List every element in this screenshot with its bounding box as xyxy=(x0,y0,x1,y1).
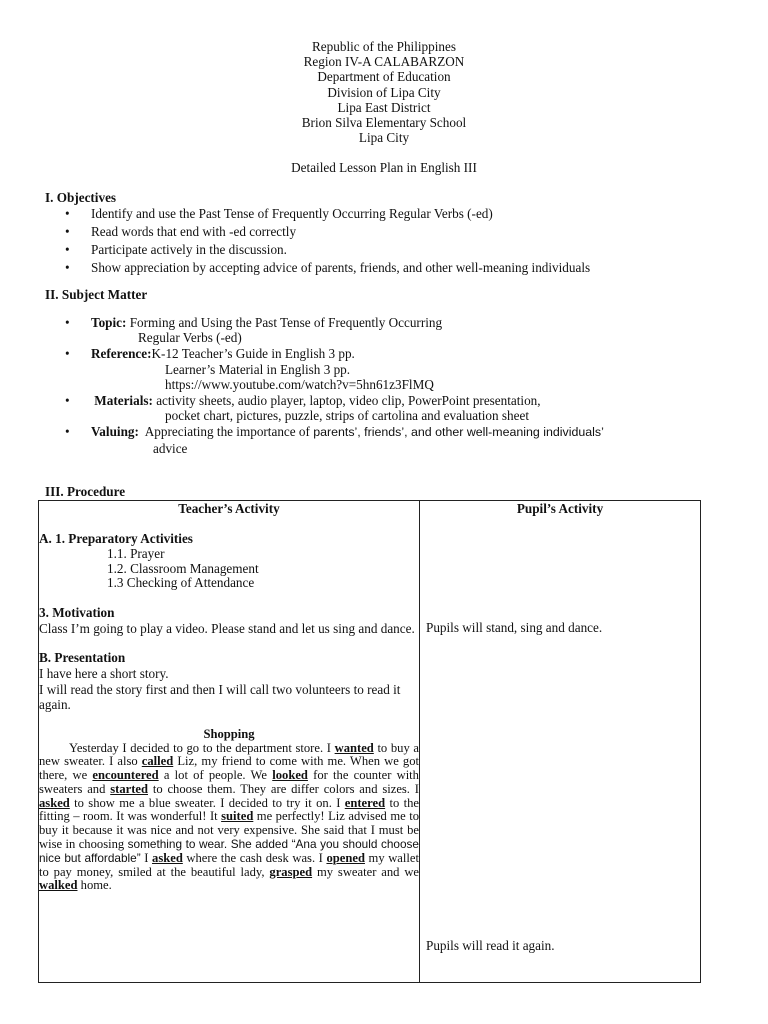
story-segment: my wallet to pay money, smiled at the beautiful lady, xyxy=(39,850,419,879)
objective-item: • Participate actively in the discussion. xyxy=(65,241,590,259)
preparatory-item: 1.1. Prayer xyxy=(107,546,165,561)
past-tense-verb: wanted xyxy=(334,740,374,755)
story-segment: Liz, my friend to come with me. When we got there, we xyxy=(39,754,419,783)
pupil-activity-header: Pupil’s Activity xyxy=(516,501,604,516)
pupil-activity-column xyxy=(420,501,701,983)
header-line: Brion Silva Elementary School xyxy=(301,114,467,130)
topic-item xyxy=(65,315,604,345)
story-segment: to the fitting – room. It was wonderful! It xyxy=(39,795,419,824)
valuing-text-sans: parents’, friends’, and other well-meaning individuals’ xyxy=(313,425,604,440)
topic-text: Forming and Using the Past Tense of Frequently Occurring xyxy=(129,315,443,330)
motivation-heading: 3. Motivation xyxy=(39,604,115,620)
story-segment: to choose them. They are differ colors and sizes. I xyxy=(148,781,419,796)
past-tense-verb: walked xyxy=(39,878,78,893)
preparatory-item: 1.3 Checking of Attendance xyxy=(107,575,255,590)
materials-text-cont: pocket chart, pictures, puzzle, strips of cartolina and evaluation sheet xyxy=(165,408,529,424)
past-tense-verb: opened xyxy=(326,850,365,865)
past-tense-verb: encountered xyxy=(92,768,159,783)
topic-label: Topic: xyxy=(91,315,127,330)
objective-item: • Show appreciation by accepting advice of parents, friends, and other well-meaning individuals xyxy=(65,259,590,277)
story-title: Shopping xyxy=(203,726,255,741)
past-tense-verb: suited xyxy=(221,809,254,824)
story-segment: a lot of people. We xyxy=(158,768,273,783)
story-segment: where the cash desk was. I xyxy=(182,850,327,865)
materials-label: Materials: xyxy=(94,393,153,409)
reference-url: https://www.youtube.com/watch?v=5hn61z3FlMQ xyxy=(165,376,434,392)
header-line: Lipa East District xyxy=(337,99,431,115)
reference-text-cont: Learner’s Material in English 3 pp. xyxy=(165,361,351,377)
valuing-label: Valuing: xyxy=(91,424,139,440)
story-segment: home. xyxy=(77,878,112,893)
preparatory-heading: A. 1. Preparatory Activities xyxy=(39,531,193,546)
presentation-text-1: I have here a short story. xyxy=(39,666,169,681)
presentation-heading: B. Presentation xyxy=(39,650,126,665)
story-segment: I xyxy=(140,850,153,865)
story-segment: to show me a blue sweater. I decided to try it on. I xyxy=(69,795,345,810)
objectives-list xyxy=(65,205,590,277)
story-segment: me perfectly! Liz advised me to buy it because it was nice and not very expensive. She said that I must be wise in choosing xyxy=(39,809,419,852)
procedure-table xyxy=(38,500,701,983)
header-line: Department of Education xyxy=(317,69,451,85)
story-text xyxy=(39,742,419,894)
header-line: Region IV-A CALABARZON xyxy=(303,54,465,70)
valuing-text-cont: advice xyxy=(153,440,188,456)
valuing-item xyxy=(65,424,604,455)
story-segment: my sweater and we xyxy=(312,864,420,879)
materials-text: activity sheets, audio player, laptop, video clip, PowerPoint presentation, xyxy=(156,393,541,409)
header-line: Division of Lipa City xyxy=(327,84,441,100)
reference-text: K-12 Teacher’s Guide in English 3 pp. xyxy=(151,346,355,362)
topic-text-cont: Regular Verbs (-ed) xyxy=(138,330,242,346)
subject-matter-heading: II. Subject Matter xyxy=(45,287,148,302)
materials-item xyxy=(65,393,604,423)
story-segment: for the counter with sweaters and xyxy=(39,768,419,796)
past-tense-verb: looked xyxy=(272,768,308,783)
header-line: Republic of the Philippines xyxy=(312,39,456,54)
reference-label: Reference: xyxy=(91,346,152,362)
story-segment: Yesterday I decided to go to the department store. I xyxy=(69,740,335,755)
school-header xyxy=(0,39,768,145)
objective-item: • Read words that end with -ed correctly xyxy=(65,223,590,241)
procedure-heading: III. Procedure xyxy=(45,484,126,499)
past-tense-verb: called xyxy=(141,754,174,769)
document-title: Detailed Lesson Plan in English III xyxy=(291,160,477,175)
teacher-activity-column xyxy=(39,501,420,983)
story-segment: to buy a new sweater. I also xyxy=(39,740,419,769)
past-tense-verb: started xyxy=(110,781,148,796)
motivation-text: Class I’m going to play a video. Please stand and let us sing and dance. xyxy=(39,620,415,636)
past-tense-verb: asked xyxy=(152,850,183,865)
reference-item xyxy=(65,346,604,392)
preparatory-list xyxy=(39,547,419,591)
pupil-response-2: Pupils will read it again. xyxy=(426,938,555,953)
header-line: Lipa City xyxy=(358,130,410,146)
past-tense-verb: grasped xyxy=(269,864,313,879)
preparatory-item: 1.2. Classroom Management xyxy=(107,560,259,576)
valuing-text: Appreciating the importance of xyxy=(144,424,314,440)
presentation-text-2: I will read the story first and then I will call two volunteers to read it again. xyxy=(39,681,401,712)
past-tense-verb: asked xyxy=(39,795,70,810)
story-segment: something to wear xyxy=(127,837,224,852)
story-segment: . She added “Ana you should choose nice but affordable” xyxy=(39,837,419,865)
objectives-heading: I. Objectives xyxy=(45,190,117,205)
pupil-response-1: Pupils will stand, sing and dance. xyxy=(426,620,603,635)
subject-matter-list xyxy=(65,315,604,457)
past-tense-verb: entered xyxy=(344,795,386,810)
teacher-activity-header: Teacher’s Activity xyxy=(178,501,280,516)
objective-item: • Identify and use the Past Tense of Frequently Occurring Regular Verbs (-ed) xyxy=(65,205,590,223)
